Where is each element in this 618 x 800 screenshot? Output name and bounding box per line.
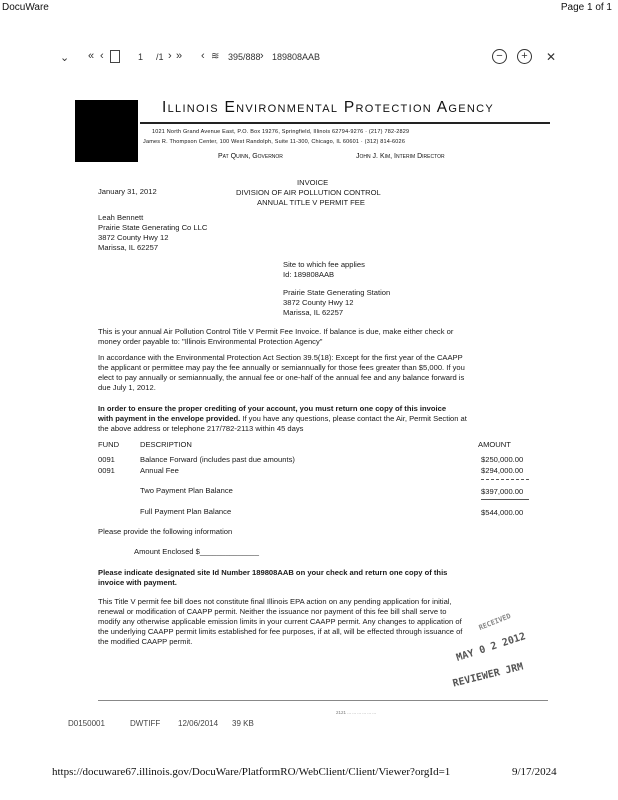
paragraph-line: money order payable to: "Illinois Environmental Protection Agency" <box>98 337 323 346</box>
next-page-button[interactable]: › <box>168 50 172 62</box>
table-row-description: Balance Forward (includes past due amounts) <box>140 455 295 464</box>
date-stamp: MAY 0 2 2012 <box>455 631 528 664</box>
invoice-date: January 31, 2012 <box>98 187 157 196</box>
fund-header: FUND <box>98 440 120 449</box>
disclaimer-paragraph <box>98 597 462 647</box>
table-row-fund: 0091 <box>98 455 115 464</box>
page-info: Page 1 of 1 <box>560 2 612 13</box>
page-icon[interactable] <box>110 50 120 63</box>
amount-divider <box>481 499 529 500</box>
paragraph-line: This is your annual Air Pollution Control Title V Permit Fee Invoice. If balance is due, make either check or <box>98 327 454 336</box>
paragraph-line: invoice with payment. <box>98 578 177 587</box>
paragraph-line: elect to pay annually or semiannually, the annual fee or one-half of the annual fee and any balance forward is <box>98 373 465 382</box>
site-address-line: Prairie State Generating Station <box>283 288 391 297</box>
paragraph-line: renewal or modification of CAAPP permit. Neither the issuance nor payment of this fee bill shall serve to <box>98 607 447 616</box>
status-size: 39 KB <box>232 719 254 728</box>
paragraph-line: the applicant or permittee may pay the fee annually or semiannually for those fees greater than $5,000. If you <box>98 363 465 372</box>
paragraph-line: This Title V permit fee bill does not constitute final Illinois EPA action on any pending application for initial, <box>98 597 452 606</box>
document-counter: 395/888 <box>228 52 261 62</box>
page-number[interactable]: 1 <box>138 52 144 62</box>
print-date: 9/17/2024 <box>512 766 557 778</box>
table-row-amount: $294,000.00 <box>481 466 524 475</box>
table-row-description: Annual Fee <box>140 466 179 475</box>
paragraph-line: the underlying CAAPP permit limits established for fee purposes, if at all, will be effected through issuance of <box>98 627 463 636</box>
agency-logo <box>75 100 138 162</box>
statutory-paragraph <box>98 353 465 393</box>
recipient-line: Marissa, IL 62257 <box>98 243 159 252</box>
site-address-line: Marissa, IL 62257 <box>283 308 344 317</box>
letterhead-address-2: James R. Thompson Center, 100 West Randolph, Suite 11-300, Chicago, IL 60601 · (312) 814-6026 <box>143 139 406 145</box>
window-title: DocuWare <box>2 2 49 13</box>
full-payment-amount: $544,000.00 <box>481 508 524 517</box>
prev-document-button[interactable]: ‹ <box>201 50 205 62</box>
document-bottom-rule <box>98 700 548 701</box>
two-payment-label: Two Payment Plan Balance <box>140 486 233 495</box>
director: John J. Kim, Interim Director <box>356 153 445 160</box>
viewer-toolbar <box>58 50 558 68</box>
chevron-down-icon[interactable]: ⌄ <box>60 52 70 64</box>
two-payment-amount: $397,000.00 <box>481 487 524 496</box>
recipient-line: Leah Bennett <box>98 213 144 222</box>
amount-enclosed-field: Amount Enclosed $______________ <box>134 547 259 556</box>
zoom-out-icon[interactable]: − <box>492 49 507 64</box>
recipient-line: Prairie State Generating Co LLC <box>98 223 208 232</box>
status-date: 12/06/2014 <box>178 719 219 728</box>
document-footer-text: 2121 ... ... ... ... ... ... <box>336 710 377 715</box>
site-block <box>283 260 390 318</box>
invoice-heading: INVOICE <box>297 178 329 187</box>
amount-header: AMOUNT <box>478 440 511 449</box>
governor: Pat Quinn, Governor <box>218 153 283 160</box>
site-label: Site to which fee applies <box>283 260 365 269</box>
letterhead-address-1: 1021 North Grand Avenue East, P.O. Box 19276, Springfield, Illinois 62794-9276 · (217) 782-2829 <box>152 129 410 135</box>
crediting-paragraph <box>98 404 467 434</box>
paragraph-line: due July 1, 2012. <box>98 383 156 392</box>
first-page-button[interactable]: « <box>88 50 95 62</box>
amount-divider <box>481 479 529 480</box>
zoom-in-icon[interactable]: + <box>517 49 532 64</box>
paragraph-line: In order to ensure the proper crediting of your account, you must return one copy of this invoice <box>98 404 447 413</box>
fee-heading: ANNUAL TITLE V PERMIT FEE <box>257 198 365 207</box>
paragraph-line: the above address or telephone 217/782-2113 within 45 days <box>98 424 304 433</box>
status-type: DWTIFF <box>130 719 161 728</box>
page-total: /1 <box>156 52 164 62</box>
last-page-button[interactable]: » <box>176 50 183 62</box>
reviewer-stamp: REVIEWER JRM <box>451 661 525 690</box>
site-id-instruction <box>98 568 447 588</box>
document-id: 189808AAB <box>272 52 321 62</box>
table-row-fund: 0091 <box>98 466 115 475</box>
page-url: https://docuware67.illinois.gov/DocuWare/PlatformRO/WebClient/Client/Viewer?orgId=1 <box>52 766 451 778</box>
close-icon[interactable]: ✕ <box>546 50 557 64</box>
site-id: Id: 189808AAB <box>283 270 335 279</box>
site-address-line: 3872 County Hwy 12 <box>283 298 354 307</box>
payment-instructions <box>98 327 453 347</box>
recipient-address <box>98 213 207 253</box>
prev-page-button[interactable]: ‹ <box>100 50 104 62</box>
table-row-amount: $250,000.00 <box>481 455 524 464</box>
paragraph-line: modify any otherwise applicable emission limits in your current CAAPP permit. Any changes to application of <box>98 617 462 626</box>
paragraph-line: In accordance with the Environmental Protection Act Section 39.5(18): Except for the first year of the CAAPP <box>98 353 463 362</box>
description-header: DESCRIPTION <box>140 440 192 449</box>
stack-icon[interactable]: ≋ <box>211 51 220 62</box>
letterhead-rule <box>140 122 550 124</box>
paragraph-bold: with payment in the envelope provided. <box>98 414 241 423</box>
paragraph-text: If you have any questions, please contact the Air, Permit Section at <box>242 414 467 423</box>
next-document-button[interactable]: › <box>260 50 264 62</box>
recipient-line: 3872 County Hwy 12 <box>98 233 169 242</box>
paragraph-line: Please indicate designated site Id Number 189808AAB on your check and return one copy of this <box>98 568 448 577</box>
agency-name: Illinois Environmental Protection Agency <box>162 99 495 116</box>
received-stamp: RECEIVED <box>477 611 512 633</box>
status-doc-number: D0150001 <box>68 719 105 728</box>
full-payment-label: Full Payment Plan Balance <box>140 507 232 516</box>
provide-info-text: Please provide the following information <box>98 527 233 536</box>
division-heading: DIVISION OF AIR POLLUTION CONTROL <box>236 188 381 197</box>
paragraph-line: the modified CAAPP permit. <box>98 637 193 646</box>
